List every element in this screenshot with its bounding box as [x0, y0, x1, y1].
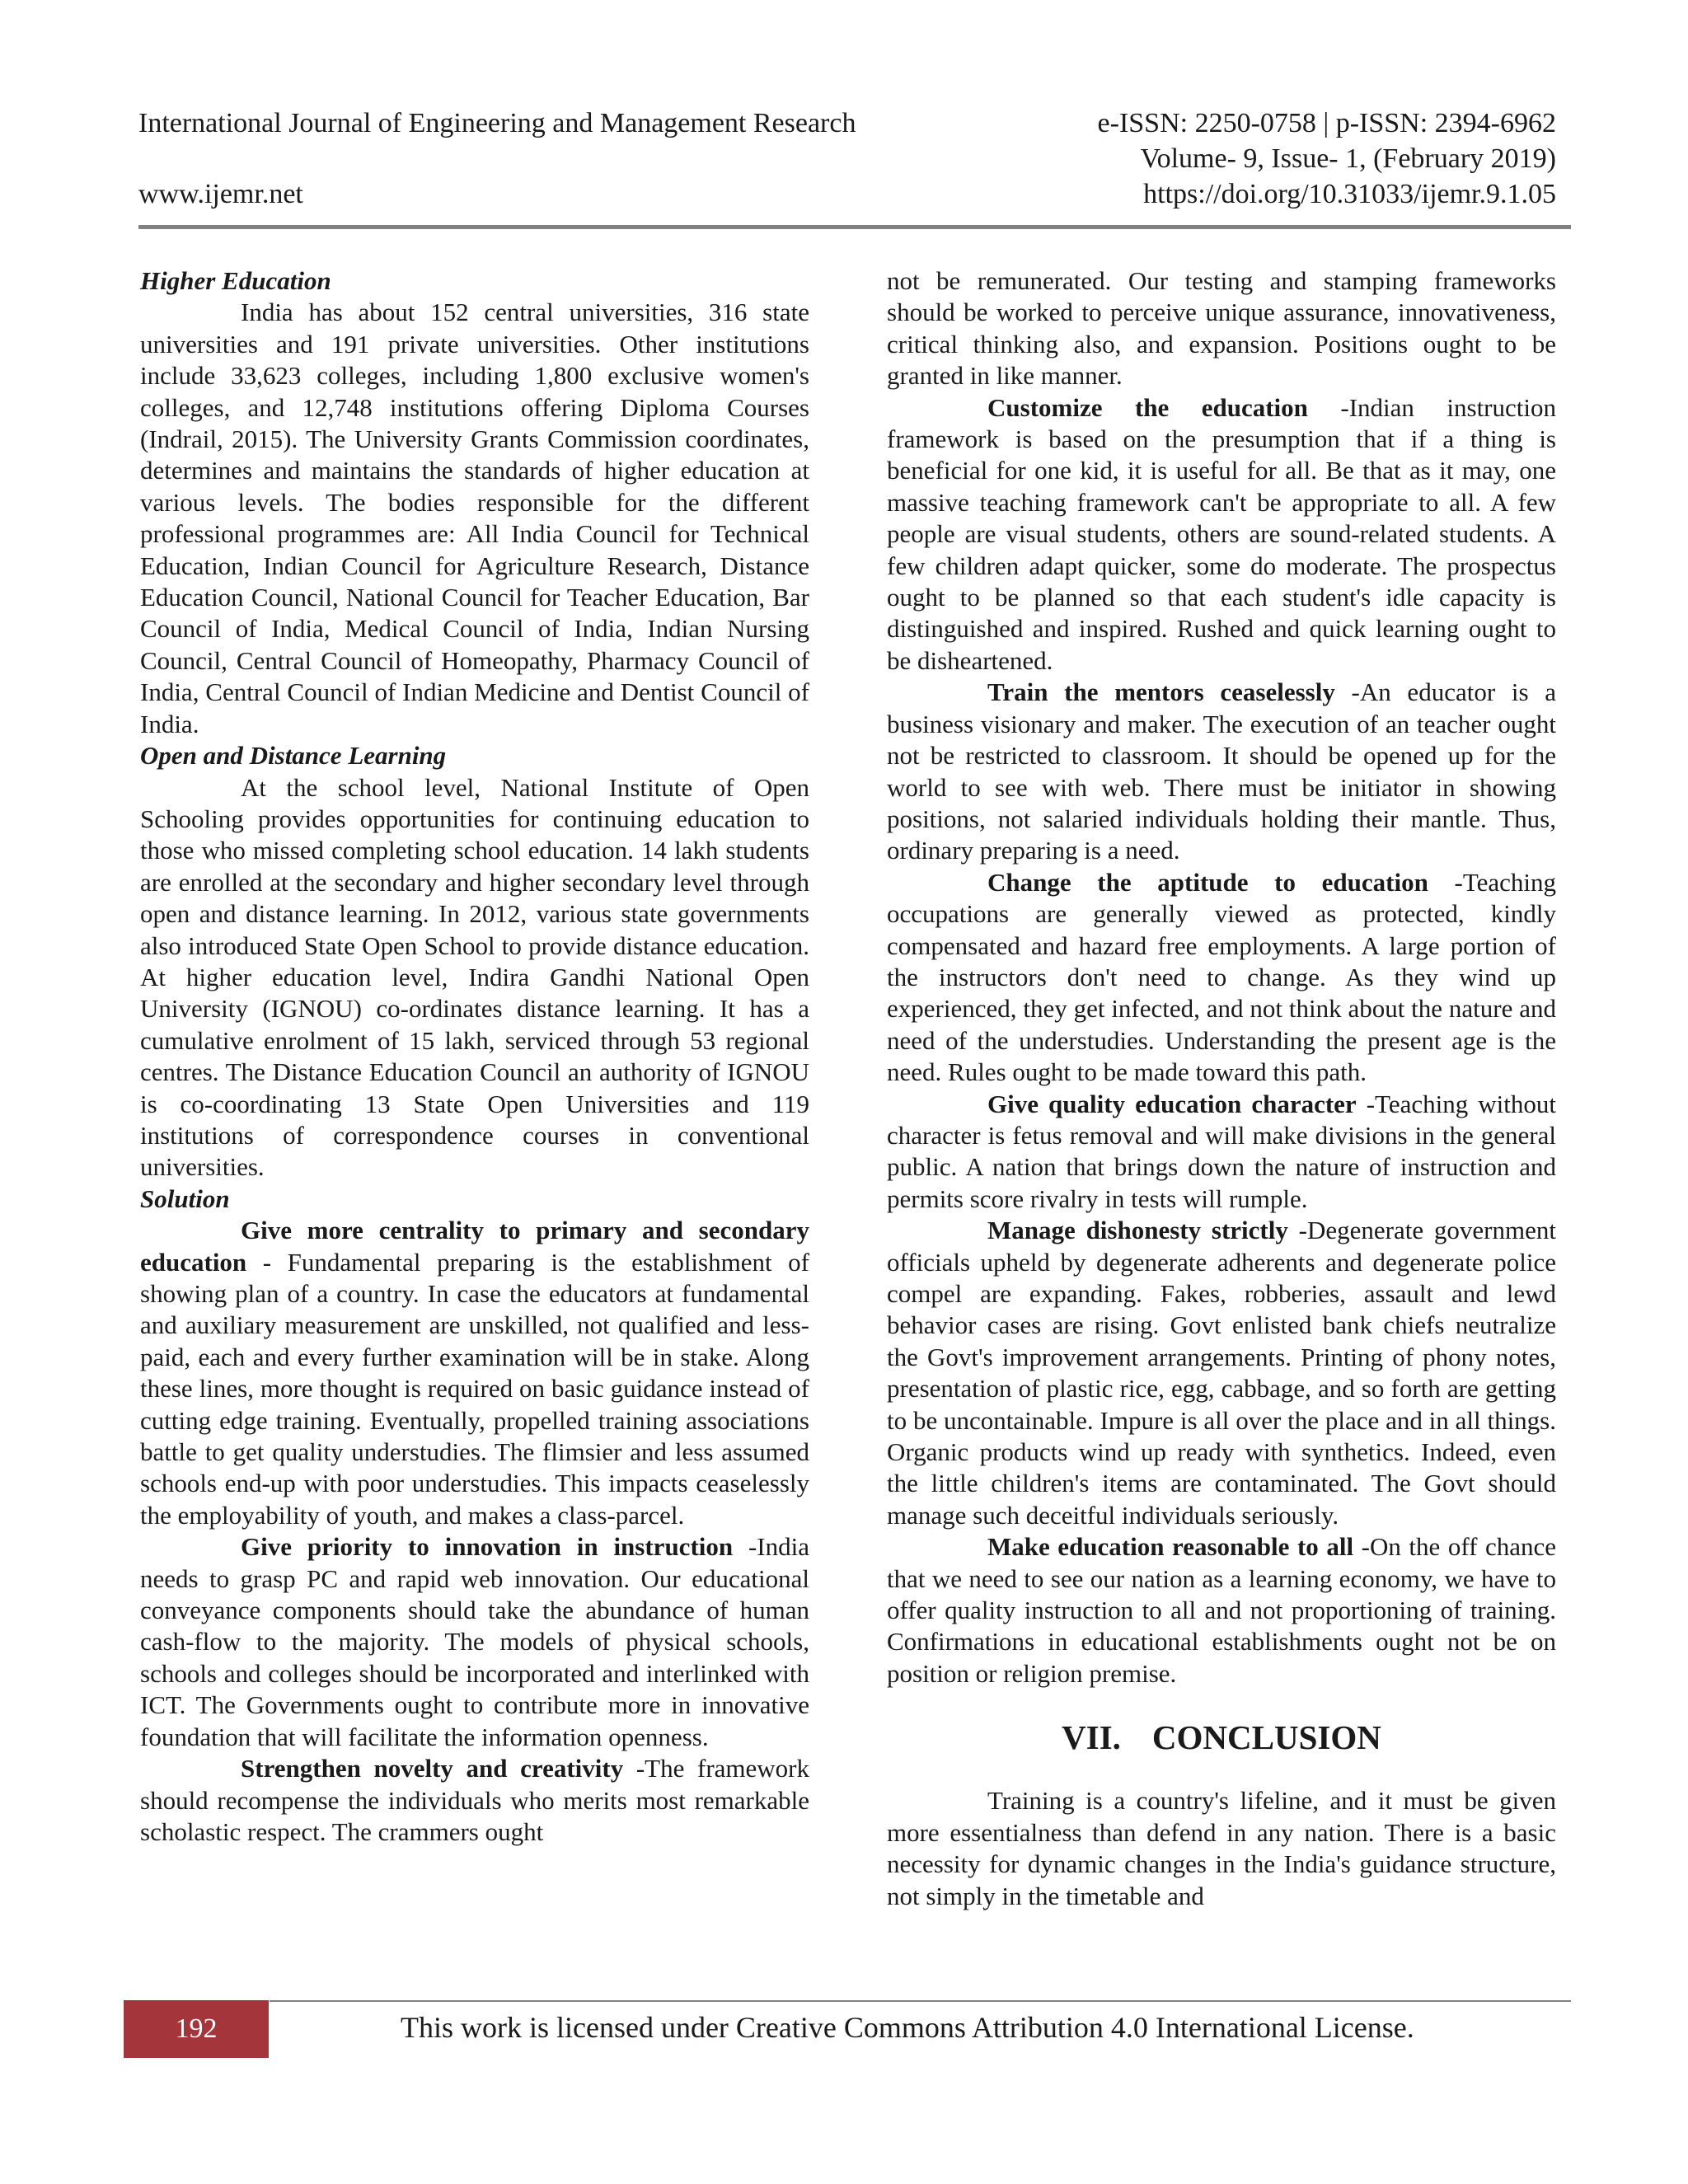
lead-primary-secondary: Give more centrality to primary and secondary education	[140, 1216, 809, 1277]
paragraph-higher-education: India has about 152 central universities, 316 state universities and 191 private universities. Other institutions include 33,623 colleges, including 1,800 exclusive women's colleges, and 12,748 institutions offering Diploma Courses (Indrail, 2015). The University Grants Commission coordinates, determines and maintains the standards of higher education at various levels. The bodies responsible for the different professional programmes are: All India Council for Technical Education, Indian Council for Agriculture Research, Distance Education Council, National Council for Teacher Education, Bar Council of India, Medical Council of India, Indian Nursing Council, Central Council of Homeopathy, Pharmacy Council of India, Central Council of Indian Medicine and Dentist Council of India.	[140, 298, 809, 738]
body-novelty: -The framework should recompense the individuals who merits most remarkable scholastic respect. The crammers ought	[140, 1754, 809, 1846]
body-train-mentors: -An educator is a business visionary and maker. The execution of an teacher ought not be restricted to classroom. It should be opened up for the world to see with web. There must be initiator in showing positions, not salaried individuals holding their mantle. Thus, ordinary preparing is a need.	[887, 677, 1556, 865]
lead-innovation: Give priority to innovation in instruction	[241, 1532, 734, 1562]
right-column	[887, 265, 1556, 1912]
paragraph-continued: not be remunerated. Our testing and stamping frameworks should be worked to perceive unique assurance, innovativeness, critical thinking also, and expansion. Positions ought to be granted in like manner.	[887, 266, 1556, 391]
subheading-higher-education: Higher Education	[140, 266, 331, 295]
paragraph-innovation	[140, 1531, 809, 1753]
paragraph-conclusion: Training is a country's lifeline, and it must be given more essentialness than defend in any nation. There is a basic necessity for dynamic changes in the India's guidance structure, not simply in the timetable and	[887, 1786, 1556, 1910]
paragraph-reasonable	[887, 1531, 1556, 1690]
lead-dishonesty: Manage dishonesty strictly	[987, 1216, 1288, 1245]
paragraph-primary-secondary	[140, 1215, 809, 1531]
body-character: -Teaching without character is fetus removal and will make divisions in the general public. A nation that brings down the nature of instruction and permits score rivalry in tests will rumple.	[887, 1089, 1556, 1213]
body-customize: -Indian instruction framework is based on the presumption that if a thing is beneficial for one kid, it is useful for all. Be that as it may, one massive teaching framework can't be appropriate to all. A few people are visual students, others are sound-related students. A few children adapt quicker, some do moderate. The prospectus ought to be planned so that each student's idle capacity is distinguished and inspired. Rushed and quick learning ought to be disheartened.	[887, 392, 1556, 675]
header-divider	[138, 225, 1571, 229]
body-reasonable: -On the off chance that we need to see our nation as a learning economy, we have to offer quality instruction to all and not proportioning of training. Confirmations in educational establishments ought not be on position or religion premise.	[887, 1532, 1556, 1688]
subheading-solution: Solution	[140, 1183, 230, 1213]
paragraph-train-mentors	[887, 677, 1556, 866]
paragraph-dishonesty	[887, 1215, 1556, 1531]
paragraph-character	[887, 1089, 1556, 1216]
lead-customize: Customize the education	[987, 392, 1308, 422]
subheading-open-distance-learning: Open and Distance Learning	[140, 741, 447, 771]
lead-novelty: Strengthen novelty and creativity	[241, 1754, 624, 1783]
paragraph-aptitude	[887, 867, 1556, 1089]
lead-character: Give quality education character	[987, 1089, 1357, 1118]
page-number: 192	[124, 2000, 269, 2058]
body-primary-secondary: - Fundamental preparing is the establishment of showing plan of a country. In case the educators at fundamental and auxiliary measurement are unskilled, not qualified and less-paid, each and every further examination will be in stake. Along these lines, more thought is required on basic guidance instead of cutting edge training. Eventually, propelled training associations battle to get quality understudies. The flimsier and less assumed schools end-up with poor understudies. This impacts ceaselessly the employability of youth, and makes a class-parcel.	[140, 1247, 809, 1530]
lead-aptitude: Change the aptitude to education	[987, 867, 1428, 897]
section-title: CONCLUSION	[1151, 1718, 1381, 1757]
section-heading-conclusion	[887, 1718, 1556, 1757]
issn-line: e-ISSN: 2250-0758 | p-ISSN: 2394-6962	[1097, 108, 1556, 138]
volume-line: Volume- 9, Issue- 1, (February 2019)	[1140, 143, 1556, 174]
lead-reasonable: Make education reasonable to all	[987, 1532, 1354, 1562]
doi-link[interactable]: https://doi.org/10.31033/ijemr.9.1.05	[1143, 179, 1556, 209]
lead-train-mentors: Train the mentors ceaselessly	[987, 677, 1335, 707]
left-column	[140, 265, 809, 1848]
journal-title: International Journal of Engineering and Management Research	[138, 108, 856, 138]
body-aptitude: -Teaching occupations are generally viewed as protected, kindly compensated and hazard free employments. A large portion of the instructors don't need to change. As they wind up experienced, they get infected, and not think about the nature and need of the understudies. Understanding the present age is the need. Rules ought to be made toward this path.	[887, 867, 1556, 1087]
section-number: VII.	[1062, 1718, 1121, 1757]
paragraph-open-distance-learning: At the school level, National Institute of Open Schooling provides opportunities for continuing education to those who missed completing school education. 14 lakh students are enrolled at the secondary and higher secondary level through open and distance learning. In 2012, various state governments also introduced State Open School to provide distance education. At higher education level, Indira Gandhi National Open University (IGNOU) co-ordinates distance learning. It has a cumulative enrolment of 15 lakh, serviced through 53 regional centres. The Distance Education Council an authority of IGNOU is co-coordinating 13 State Open Universities and 119 institutions of correspondence courses in conventional universities.	[140, 772, 809, 1182]
footer-divider	[270, 2000, 1571, 2002]
body-dishonesty: -Degenerate government officials upheld by degenerate adherents and degenerate police compel are expanding. Fakes, robberies, assault and lewd behavior cases are rising. Govt enlisted bank chiefs neutralize the Govt's improvement arrangements. Printing of phony notes, presentation of plastic rice, egg, cabbage, and so forth are getting to be uncontainable. Impure is all over the place and in all things. Organic products wind up ready with synthetics. Indeed, even the little children's items are contaminated. The Govt should manage such deceitful individuals seriously.	[887, 1216, 1556, 1530]
paragraph-customize	[887, 392, 1556, 677]
body-innovation: -India needs to grasp PC and rapid web innovation. Our educational conveyance components should take the abundance of human cash-flow to the majority. The models of physical schools, schools and colleges should be incorporated and interlinked with ICT. The Governments ought to contribute more in innovative foundation that will facilitate the information openness.	[140, 1532, 809, 1751]
paragraph-novelty	[140, 1753, 809, 1848]
license-notice: This work is licensed under Creative Commons Attribution 4.0 International License.	[401, 2011, 1414, 2044]
website-link[interactable]: www.ijemr.net	[138, 179, 303, 209]
